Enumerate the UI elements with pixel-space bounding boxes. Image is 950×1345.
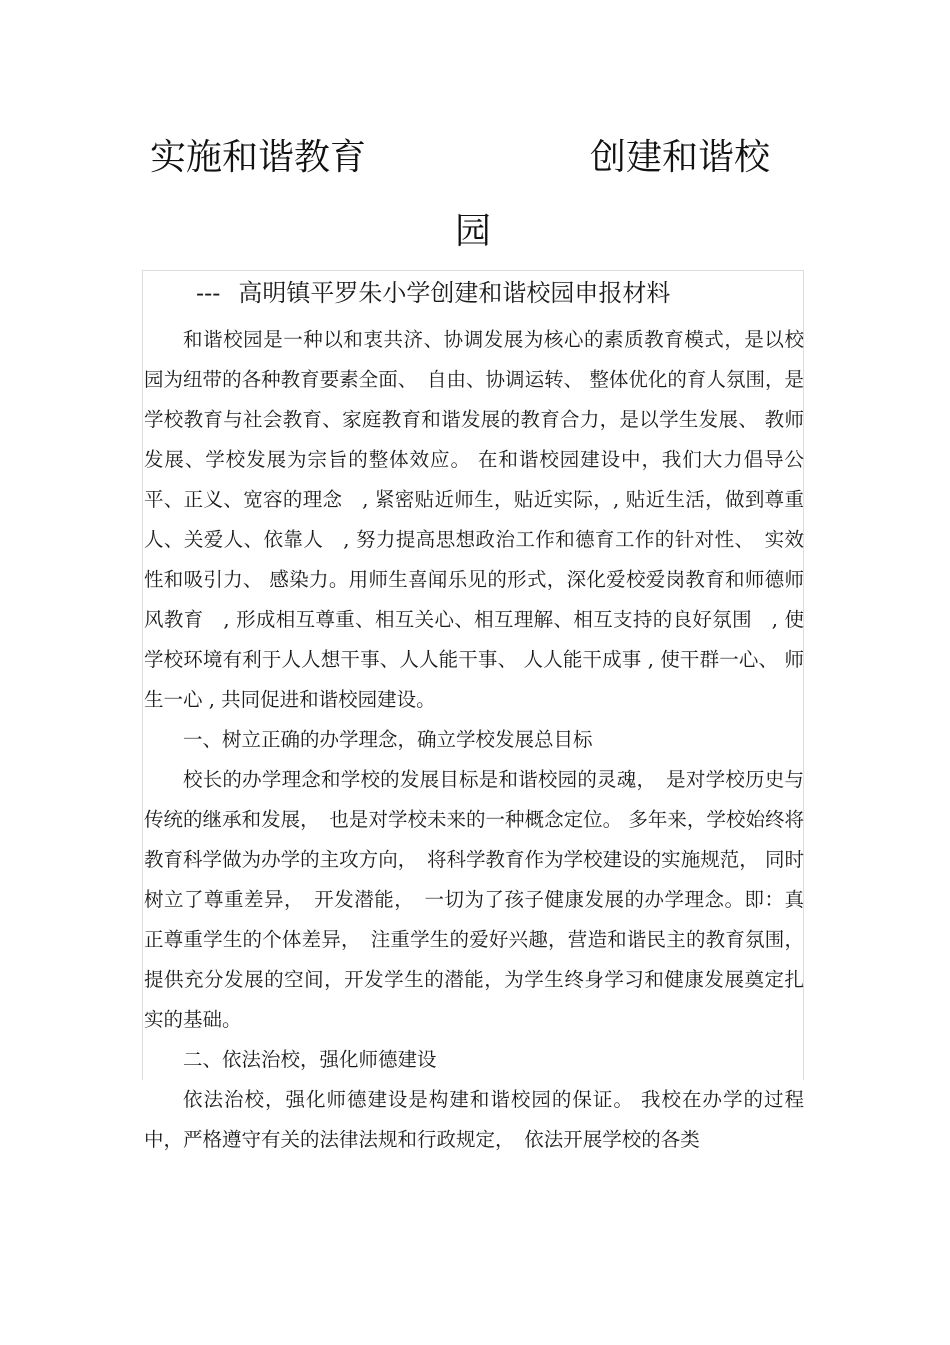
title-part-1: 实施和谐教育 bbox=[150, 137, 367, 178]
paragraph-section-2: 依法治校，强化师德建设是构建和谐校园的保证。 我校在办学的过程中，严格遵守有关的法律法规和行政规定， 依法开展学校的各类 bbox=[144, 1088, 804, 1151]
subtitle-dash: --- bbox=[196, 279, 221, 307]
section-heading-1: 一、树立正确的办学理念，确立学校发展总目标 bbox=[183, 728, 593, 751]
body-text bbox=[144, 320, 804, 1160]
section-heading-2: 二、依法治校，强化师德建设 bbox=[183, 1048, 437, 1071]
title-part-2: 创建和谐校 bbox=[590, 137, 771, 178]
title-part-3: 园 bbox=[455, 211, 492, 252]
paragraph-section-1: 校长的办学理念和学校的发展目标是和谐校园的灵魂， 是对学校历史与传统的继承和发展， 也是对学校未来的一种概念定位。 多年来，学校始终将教育科学做为办学的主攻方向， 将科学教育作为学校建设的实施规范， 同时树立了尊重差异， 开发潜能， 一切为了孩子健康发展的办学理念。即：真正尊重学生的个体差异， 注重学生的爱好兴趣，营造和谐民主的教育氛围，提供充分发展的空间，开发学生的潜能，为学生终身学习和健康发展奠定扎实的基础。 bbox=[144, 768, 804, 1031]
subtitle bbox=[196, 276, 670, 310]
subtitle-text: 高明镇平罗朱小学创建和谐校园申报材料 bbox=[238, 279, 671, 307]
paragraph-intro: 和谐校园是一种以和衷共济、协调发展为核心的素质教育模式，是以校园为纽带的各种教育要素全面、 自由、协调运转、 整体优化的育人氛围，是学校教育与社会教育、家庭教育和谐发展的教育合力，是以学生发展、 教师发展、学校发展为宗旨的整体效应。 在和谐校园建设中，我们大力倡导公平、正义、宽容的理念 , 紧密贴近师生，贴近实际，, 贴近生活，做到尊重人、关爱人、依靠人 , 努力提高思想政治工作和德育工作的针对性、 实效性和吸引力、 感染力。用师生喜闻乐见的形式，深化爱校爱岗教育和师德师风教育 , 形成相互尊重、相互关心、相互理解、相互支持的良好氛围 , 使学校环境有利于人人想干事、人人能干事、 人人能干成事 , 使干群一心、 师生一心 , 共同促进和谐校园建设。 bbox=[144, 328, 804, 711]
